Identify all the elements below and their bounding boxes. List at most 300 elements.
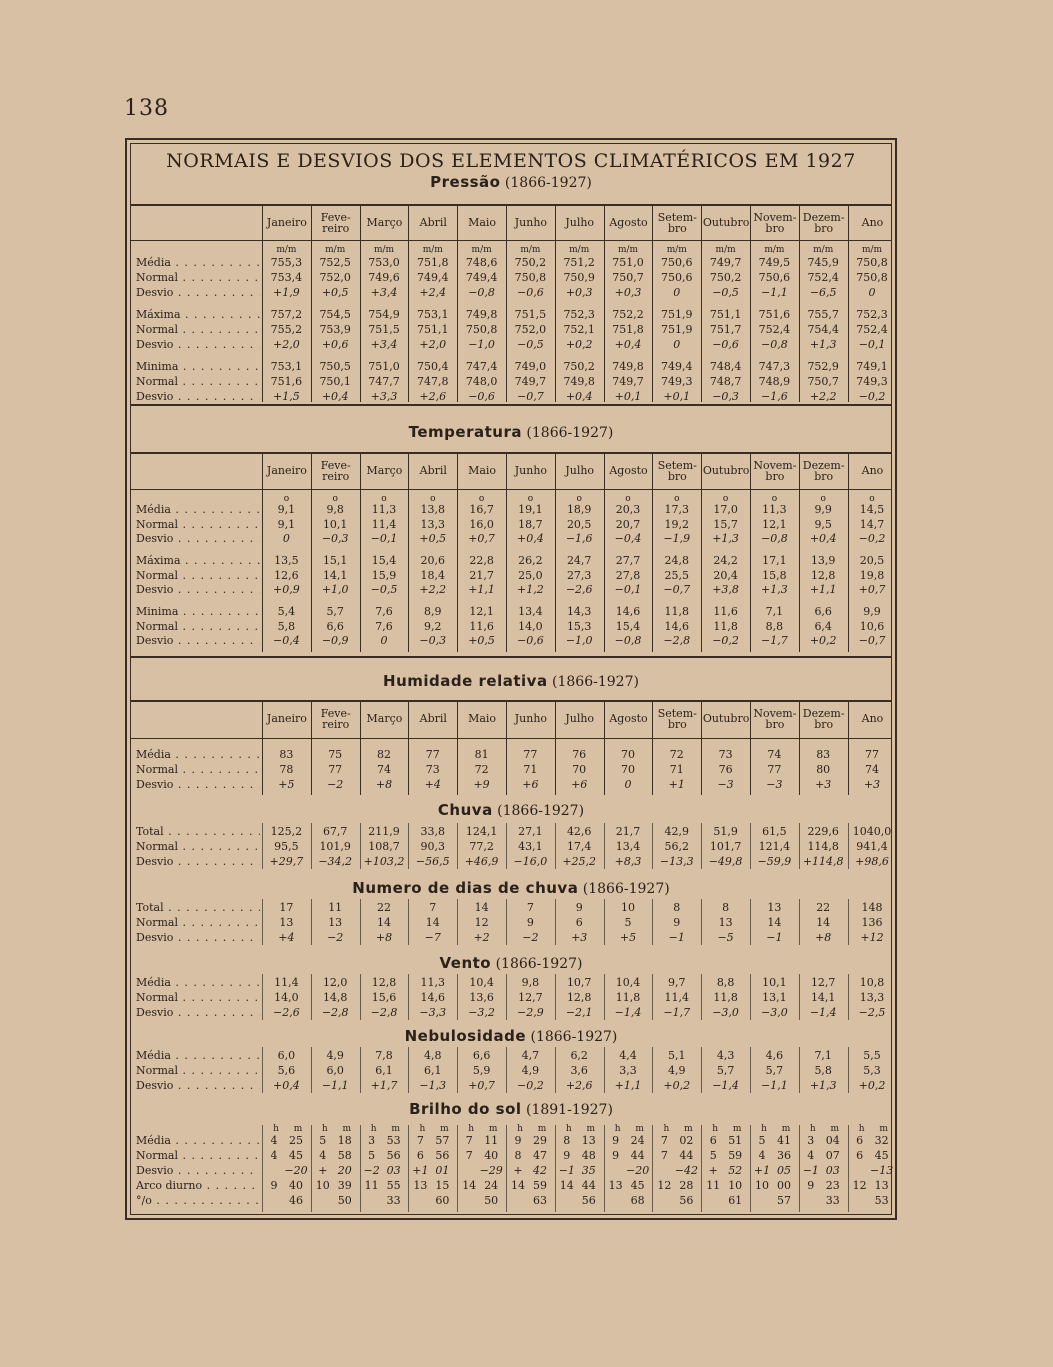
table-cell: 751,8 xyxy=(612,323,644,336)
table-cell: 11,3 xyxy=(420,976,446,989)
hours-cell: 9 xyxy=(612,1134,620,1147)
table-cell: +1,9 xyxy=(273,286,300,299)
table-cell: 749,1 xyxy=(856,360,888,373)
minutes-cell: 25 xyxy=(289,1134,303,1147)
table-cell: 4,3 xyxy=(716,1049,735,1062)
hours-cell: 5 xyxy=(709,1149,717,1162)
table-cell: −0,2 xyxy=(858,532,886,545)
column-rule xyxy=(701,1125,702,1212)
table-cell: 76 xyxy=(718,763,733,776)
table-cell: +3,4 xyxy=(370,286,398,299)
hours-cell xyxy=(459,1164,479,1178)
minutes-cell: 33 xyxy=(386,1194,401,1207)
column-rule xyxy=(360,1125,361,1212)
table-cell: −0,6 xyxy=(712,338,739,351)
table-cell: 148 xyxy=(861,901,883,914)
column-rule xyxy=(457,1125,458,1212)
minutes-cell: 59 xyxy=(728,1149,743,1162)
table-cell: 13,4 xyxy=(615,840,641,853)
column-header: Ano xyxy=(848,454,897,487)
section-period: (1866-1927) xyxy=(492,803,585,819)
table-cell: 747,3 xyxy=(758,360,791,373)
minutes-cell: 29 xyxy=(533,1134,547,1147)
table-cell: +0,4 xyxy=(809,532,837,545)
section-name: Pressão xyxy=(430,173,501,191)
hours-cell: 6 xyxy=(416,1149,424,1162)
table-cell: +2,6 xyxy=(419,390,447,403)
table-cell: 95,5 xyxy=(274,840,299,853)
table-cell: +3,4 xyxy=(370,338,398,351)
table-cell: 25,5 xyxy=(664,568,690,582)
table-cell: −0,2 xyxy=(712,634,739,647)
table-cell: −2,6 xyxy=(273,1006,300,1019)
table-cell: 3,6 xyxy=(570,1064,588,1077)
table-cell: 751,6 xyxy=(758,308,791,321)
table-cell: −2,8 xyxy=(663,634,691,647)
table-cell: 14,6 xyxy=(664,619,690,633)
table-cell: 751,9 xyxy=(661,323,693,336)
row-label-humidade: Média . . . xyxy=(136,748,260,762)
table-cell: 5,4 xyxy=(277,605,296,618)
table-cell: +98,6 xyxy=(855,855,889,868)
table-cell: 751,9 xyxy=(661,308,693,321)
table-cell: 14,0 xyxy=(518,619,543,633)
table-cell: 5,6 xyxy=(277,1064,296,1077)
table-cell: 752,4 xyxy=(807,271,839,284)
row-label-temperatura: Normal . . . xyxy=(136,518,260,532)
hours-cell: −2 xyxy=(363,1164,380,1177)
hours-cell xyxy=(410,1194,430,1208)
column-header: Novem- bro xyxy=(750,206,799,239)
table-cell: 7,6 xyxy=(375,619,393,633)
table-cell: 7,1 xyxy=(814,1049,832,1062)
table-cell: 751,0 xyxy=(368,360,400,373)
table-cell: 11,3 xyxy=(762,503,787,516)
table-cell: 77 xyxy=(767,763,782,776)
table-cell: +0,4 xyxy=(565,390,593,403)
row-label-pressao: Desvio . . . xyxy=(136,286,260,300)
minutes-cell: 42 xyxy=(533,1164,547,1177)
table-cell: −49,8 xyxy=(708,855,743,868)
table-cell: 755,2 xyxy=(270,323,303,336)
minutes-cell: 41 xyxy=(777,1134,791,1147)
table-cell: 13 xyxy=(328,916,343,929)
unit-label: o xyxy=(478,494,485,504)
table-cell: 751,5 xyxy=(514,308,547,321)
table-cell: 24,2 xyxy=(713,554,738,567)
table-cell: 114,8 xyxy=(807,840,839,853)
minutes-cell: 59 xyxy=(533,1179,547,1192)
table-cell: 752,5 xyxy=(319,256,351,269)
table-cell: 941,4 xyxy=(856,840,888,853)
column-header: Setem- bro xyxy=(652,454,701,487)
table-cell: 9,5 xyxy=(814,517,832,531)
hours-cell: −1 xyxy=(558,1164,575,1177)
table-cell: −0,3 xyxy=(419,634,447,647)
table-cell: 70 xyxy=(620,748,635,761)
column-header: Março xyxy=(360,702,409,735)
table-cell: 14,0 xyxy=(274,991,299,1004)
table-cell: 14 xyxy=(376,916,391,929)
minutes-cell: 57 xyxy=(435,1134,450,1147)
table-cell: 14,3 xyxy=(566,605,592,618)
table-cell: 11,8 xyxy=(615,991,641,1004)
minutes-cell: 36 xyxy=(777,1149,791,1162)
table-cell: +1,3 xyxy=(761,583,788,596)
row-label-pressao: Normal . . . xyxy=(136,323,260,337)
table-cell: 17 xyxy=(279,901,294,914)
unit-h: h xyxy=(517,1124,523,1134)
column-header: Maio xyxy=(457,702,506,735)
table-cell: 15,6 xyxy=(371,991,397,1004)
hours-cell xyxy=(264,1164,284,1178)
table-cell: 8,8 xyxy=(716,976,735,989)
minutes-cell: 04 xyxy=(825,1134,840,1147)
table-cell: 11,4 xyxy=(274,976,299,989)
table-cell: 75 xyxy=(328,748,343,761)
table-cell: 24,7 xyxy=(566,554,592,567)
column-header: Agosto xyxy=(604,702,653,735)
table-cell: 9 xyxy=(526,916,534,929)
minutes-cell: 56 xyxy=(386,1149,401,1162)
table-cell: −3 xyxy=(717,778,734,791)
table-cell: −1,4 xyxy=(614,1006,642,1019)
table-cell: 74 xyxy=(864,763,879,776)
table-cell: 12,6 xyxy=(274,568,299,582)
unit-m: m xyxy=(293,1124,303,1134)
table-cell: −0,2 xyxy=(858,390,886,403)
table-cell: 15,7 xyxy=(713,517,738,531)
table-cell: −0,1 xyxy=(370,532,398,545)
table-cell: 8,9 xyxy=(424,605,442,618)
minutes-cell: 61 xyxy=(728,1194,743,1207)
table-cell: 77 xyxy=(864,748,879,761)
hours-cell xyxy=(557,1194,577,1208)
unit-m: m xyxy=(830,1124,840,1134)
hours-cell: 9 xyxy=(563,1149,571,1162)
rule-line xyxy=(131,404,891,406)
table-cell: 749,5 xyxy=(758,256,791,269)
table-cell: 753,4 xyxy=(270,271,303,284)
minutes-cell: 35 xyxy=(581,1164,596,1177)
column-header: Feve- reiro xyxy=(311,702,360,735)
table-cell: 72 xyxy=(474,763,489,776)
table-cell: 14,6 xyxy=(615,605,641,618)
minutes-cell: −29 xyxy=(479,1164,503,1177)
minutes-cell: 63 xyxy=(533,1194,547,1207)
hours-cell: 4 xyxy=(270,1134,278,1147)
table-cell: 13,3 xyxy=(859,991,885,1004)
section-title-temperatura xyxy=(125,423,897,441)
table-cell: −0,8 xyxy=(468,286,495,299)
hours-cell: 13 xyxy=(413,1179,428,1192)
table-cell: 749,7 xyxy=(514,375,547,388)
table-cell: +0,2 xyxy=(565,338,593,351)
column-header: Janeiro xyxy=(262,702,311,735)
table-cell: 752,0 xyxy=(319,271,351,284)
table-cell: +2,0 xyxy=(273,338,300,351)
minutes-cell: 05 xyxy=(777,1164,791,1177)
table-cell: 748,7 xyxy=(709,375,742,388)
table-cell: 0 xyxy=(282,532,290,545)
hours-cell: 6 xyxy=(709,1134,717,1147)
unit-label: m/m xyxy=(373,245,395,255)
minutes-cell: 03 xyxy=(825,1164,840,1177)
table-cell: 77 xyxy=(425,748,440,761)
table-cell: +0,2 xyxy=(663,1079,691,1092)
minutes-cell: 24 xyxy=(484,1179,499,1192)
table-cell: 752,9 xyxy=(807,360,839,373)
hours-cell: 5 xyxy=(368,1149,376,1162)
table-cell: −0,8 xyxy=(761,532,788,545)
table-cell: 14,8 xyxy=(322,991,348,1004)
minutes-cell: 10 xyxy=(728,1179,743,1192)
table-cell: 749,7 xyxy=(612,375,644,388)
table-cell: 753,1 xyxy=(270,360,303,373)
minutes-cell: 18 xyxy=(337,1134,352,1147)
table-cell: 11,8 xyxy=(713,991,738,1004)
column-rule xyxy=(408,1125,409,1212)
table-cell: 9,1 xyxy=(277,517,296,531)
hours-cell xyxy=(313,1194,333,1208)
minutes-cell: 56 xyxy=(435,1149,450,1162)
row-label-chuva: Total . . . xyxy=(136,825,260,839)
table-cell: 752,1 xyxy=(563,323,595,336)
table-cell: 752,4 xyxy=(856,323,888,336)
minutes-cell: 44 xyxy=(630,1149,645,1162)
table-cell: 5,9 xyxy=(472,1064,491,1077)
minutes-cell: 01 xyxy=(435,1164,450,1177)
minutes-cell: 48 xyxy=(581,1149,596,1162)
table-cell: 13,1 xyxy=(762,991,787,1004)
table-cell: 27,7 xyxy=(615,554,641,567)
table-cell: 16,0 xyxy=(469,517,494,531)
table-cell: +0,4 xyxy=(614,338,642,351)
section-title-humidade xyxy=(125,672,897,690)
unit-h: h xyxy=(712,1124,719,1134)
table-cell: 750,6 xyxy=(758,271,791,284)
row-label-temperatura: Normal . . . xyxy=(136,569,260,583)
hours-cell: 9 xyxy=(612,1149,620,1162)
column-header: Abril xyxy=(408,206,457,239)
table-cell: 750,8 xyxy=(856,271,888,284)
table-cell: 72 xyxy=(669,748,684,761)
table-cell: 108,7 xyxy=(368,840,400,853)
hours-cell: 10 xyxy=(315,1179,330,1192)
minutes-cell: 60 xyxy=(435,1194,450,1207)
minutes-cell: 13 xyxy=(874,1179,889,1192)
table-cell: 11,6 xyxy=(469,619,494,633)
hours-cell: 4 xyxy=(758,1149,766,1162)
table-cell: 6,0 xyxy=(326,1064,344,1077)
table-cell: −0,4 xyxy=(614,532,642,545)
table-cell: 90,3 xyxy=(420,840,446,853)
table-cell: 12,0 xyxy=(322,976,348,989)
hours-cell: 5 xyxy=(758,1134,766,1147)
table-cell: 76 xyxy=(572,748,587,761)
table-cell: 5,8 xyxy=(277,619,296,633)
unit-m: m xyxy=(440,1124,449,1134)
table-cell: 750,8 xyxy=(514,271,547,284)
hours-cell: 5 xyxy=(319,1134,327,1147)
table-cell: +1,3 xyxy=(809,338,837,351)
table-cell: 20,5 xyxy=(859,554,885,567)
hours-cell: 7 xyxy=(660,1149,668,1162)
table-cell: 11 xyxy=(328,901,343,914)
table-cell: 13 xyxy=(767,901,782,914)
table-cell: 24,8 xyxy=(664,554,690,567)
table-cell: 13,3 xyxy=(420,517,446,531)
table-cell: 751,6 xyxy=(270,375,303,388)
table-cell: +1,3 xyxy=(712,532,739,545)
column-header: Outubro xyxy=(701,206,750,239)
table-cell: −1,1 xyxy=(321,1079,349,1092)
hours-cell: 14 xyxy=(462,1179,477,1192)
unit-m: m xyxy=(488,1124,498,1134)
unit-label: m/m xyxy=(569,245,590,255)
table-cell: 16,7 xyxy=(469,503,494,516)
unit-h: h xyxy=(614,1124,621,1134)
hours-cell: 11 xyxy=(706,1179,721,1192)
table-cell: −13,3 xyxy=(659,855,694,868)
table-cell: +0,4 xyxy=(517,532,544,545)
hours-cell: −1 xyxy=(802,1164,819,1177)
table-cell: 750,7 xyxy=(612,271,644,284)
table-cell: −1,4 xyxy=(712,1079,739,1092)
table-cell: −1,3 xyxy=(419,1079,447,1092)
table-cell: 747,4 xyxy=(465,360,498,373)
table-cell: −16,0 xyxy=(513,855,548,868)
section-name: Numero de dias de chuva xyxy=(352,879,579,897)
unit-m: m xyxy=(391,1124,400,1134)
table-cell: 748,6 xyxy=(465,256,498,269)
table-cell: +5 xyxy=(278,778,295,791)
table-cell: 10,1 xyxy=(762,976,787,989)
table-cell: 22,8 xyxy=(469,554,494,567)
column-header: Outubro xyxy=(701,702,750,735)
hours-cell: + xyxy=(513,1164,523,1177)
hours-cell xyxy=(703,1194,723,1208)
table-cell: 749,0 xyxy=(514,360,547,373)
table-cell: 7,1 xyxy=(765,605,784,618)
unit-label: m/m xyxy=(666,245,687,255)
column-rule xyxy=(750,1125,751,1212)
column-header: Março xyxy=(360,454,409,487)
hours-cell xyxy=(654,1164,674,1178)
minutes-cell: 58 xyxy=(337,1149,352,1162)
table-cell: 11,4 xyxy=(371,517,397,531)
table-cell: 121,4 xyxy=(758,840,791,853)
table-cell: 749,4 xyxy=(465,271,498,284)
table-cell: 18,4 xyxy=(420,568,446,582)
column-header: Janeiro xyxy=(262,454,311,487)
table-cell: −2 xyxy=(327,931,344,944)
table-cell: 11,4 xyxy=(664,991,690,1004)
section-name: Nebulosidade xyxy=(404,1027,527,1045)
table-cell: 15,9 xyxy=(371,568,397,582)
table-cell: 0 xyxy=(673,286,681,299)
table-cell: +0,4 xyxy=(321,390,349,403)
row-label-brilho: Desvio . . . xyxy=(136,1164,260,1178)
table-cell: 17,3 xyxy=(664,503,690,516)
table-cell: 80 xyxy=(816,763,831,776)
minutes-cell: 50 xyxy=(484,1194,499,1207)
table-cell: +12 xyxy=(860,931,884,944)
section-period: (1866-1927) xyxy=(526,1029,618,1045)
table-cell: −0,4 xyxy=(273,634,300,647)
table-cell: 15,4 xyxy=(615,619,641,633)
table-cell: 751,5 xyxy=(368,323,400,336)
table-cell: 67,7 xyxy=(322,825,348,838)
table-cell: 51,9 xyxy=(713,825,738,838)
table-cell: 12,8 xyxy=(810,568,836,582)
hours-cell: +1 xyxy=(412,1164,429,1177)
table-cell: 750,1 xyxy=(319,375,351,388)
table-cell: −0,6 xyxy=(517,634,544,647)
table-cell: 12,1 xyxy=(762,517,787,531)
table-cell: 7,8 xyxy=(375,1049,393,1062)
minutes-cell: 02 xyxy=(679,1134,694,1147)
table-cell: −1 xyxy=(668,931,685,944)
table-cell: +1,2 xyxy=(517,583,544,596)
table-cell: 19,1 xyxy=(518,503,543,516)
table-cell: +1,0 xyxy=(321,583,349,596)
table-cell: 19,8 xyxy=(859,568,885,582)
column-header: Julho xyxy=(555,702,604,735)
hours-cell: 3 xyxy=(807,1134,815,1147)
table-cell: +0,5 xyxy=(419,532,447,545)
hours-cell: 4 xyxy=(319,1149,327,1162)
column-header: Feve- reiro xyxy=(311,454,360,487)
hours-cell xyxy=(264,1194,284,1208)
table-cell: −0,6 xyxy=(517,286,544,299)
main-title: NORMAIS E DESVIOS DOS ELEMENTOS CLIMATÉRICOS EM 1927 xyxy=(166,150,856,172)
table-cell: 27,1 xyxy=(518,825,543,838)
table-cell: −1,7 xyxy=(761,634,788,647)
table-cell: 11,3 xyxy=(371,503,397,516)
table-cell: 6,1 xyxy=(424,1064,442,1077)
column-header: Dezem- bro xyxy=(799,702,848,735)
unit-label: o xyxy=(869,494,875,504)
row-label-dias_chuva: Desvio . . . xyxy=(136,931,260,945)
table-cell: 21,7 xyxy=(469,568,494,582)
section-name: Temperatura xyxy=(408,423,522,441)
hours-cell: 7 xyxy=(465,1134,473,1147)
table-cell: 4,7 xyxy=(521,1049,540,1062)
table-cell: −0,3 xyxy=(712,390,739,403)
table-cell: −0,1 xyxy=(858,338,886,351)
table-cell: 78 xyxy=(279,763,294,776)
table-cell: −0,8 xyxy=(761,338,788,351)
table-cell: 82 xyxy=(376,748,391,761)
table-cell: 753,9 xyxy=(319,323,351,336)
row-label-brilho: Arco diurno . . . xyxy=(136,1179,260,1193)
row-label-chuva: Desvio . . . xyxy=(136,855,260,869)
table-cell: +8 xyxy=(375,778,393,791)
table-cell: +0,3 xyxy=(614,286,642,299)
table-cell: −3,0 xyxy=(712,1006,739,1019)
table-cell: 747,7 xyxy=(368,375,400,388)
table-cell: +1,1 xyxy=(468,583,495,596)
unit-label: m/m xyxy=(861,245,883,255)
minutes-cell: 00 xyxy=(777,1179,791,1192)
table-cell: 26,2 xyxy=(518,554,543,567)
table-cell: 745,9 xyxy=(807,256,839,269)
table-cell: 5,7 xyxy=(765,1064,784,1077)
table-cell: 43,1 xyxy=(518,840,543,853)
unit-h: h xyxy=(809,1124,816,1134)
row-label-pressao: Normal . . . xyxy=(136,271,260,285)
